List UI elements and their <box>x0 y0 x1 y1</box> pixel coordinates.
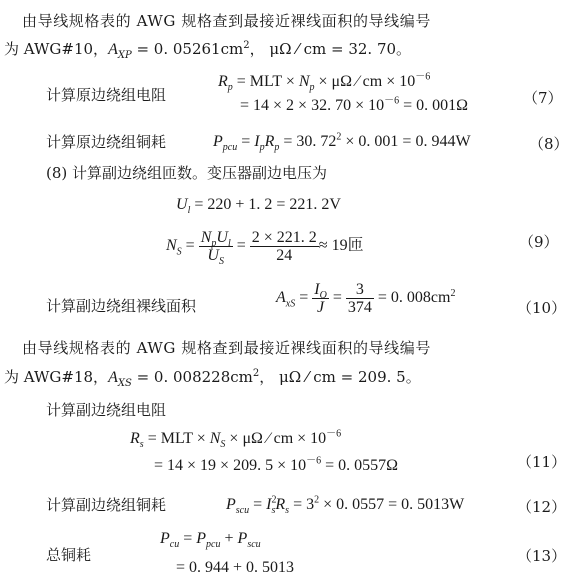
text-line-2: 为 AWG#10，$A_{XP} = 0$. $05261cm^2$， μΩ ⁄ cm = 32. 70。 <box>4 40 412 61</box>
label-primary-resistance: 计算原边绕组电阻 <box>46 86 167 104</box>
text-line-1: 由导线规格表的 AWG 规格查到最接近裸线面积的导线编号 <box>22 12 431 30</box>
equation-10: $A_{xS}$ = $\frac{I_O}{J}$ = $\frac{3}{374}$ = 0. $008cm^2$ <box>276 281 456 316</box>
fraction-3-over-374: $\frac{3}{374}$ <box>347 281 372 316</box>
equation-9: $N_S$ = $\frac{N_pU_l}{U_S}$ = $\frac{2 \times 221. 2}{24}$ ≈ 19匝 <box>166 229 364 268</box>
label-secondary-bare-area: 计算副边绕组裸线面积 <box>46 297 197 315</box>
equation-number-9: （9） <box>519 233 559 251</box>
text-line-12: 为 AWG#18，$A_{XS} = 0$. $008228cm^2$， μΩ ⁄ cm = 209. 5。 <box>4 368 421 389</box>
awg-18: 为 AWG#18， <box>4 368 109 386</box>
equation-number-13: （13） <box>517 547 567 565</box>
awg-10: 为 AWG#10， <box>4 40 109 58</box>
equation-number-10: （10） <box>517 299 567 317</box>
fraction-np-ul-over-us: $\frac{N_pU_l}{U_S}$ <box>200 229 231 268</box>
equation-number-8: （8） <box>529 135 569 153</box>
equation-secondary-voltage: $U_l = 220 + 1$. 2 = 221. 2V <box>176 196 341 217</box>
step-8-heading: (8) 计算副边绕组匝数。变压器副边电压为 <box>46 164 328 182</box>
fraction-turns: $\frac{2 \times 221. 2}{24}$ <box>251 229 317 264</box>
equation-13-line-1: $P_{cu} = P_{pcu} + P_{scu}$ <box>160 530 261 551</box>
fraction-io-over-j: $\frac{I_O}{J}$ <box>314 281 327 316</box>
equation-11-line-2: = 14 × 19 × 209. $5 \times 10^{-6} = 0$. 0557Ω <box>154 455 399 474</box>
label-secondary-resistance: 计算副边绕组电阻 <box>46 401 167 419</box>
equation-12: $P_{scu} = I^2_sR_s = 3^2 \times 0$. 0557 = 0. 5013W <box>226 494 465 517</box>
equation-13-line-2: = 0. 944 + 0. 5013 <box>176 559 295 576</box>
equation-7-line-1: $R_p$ = MLT × $N_p \times \mu\Omega$ ⁄ cm × $10^{-6}$ <box>218 71 431 94</box>
equation-number-7: （7） <box>523 89 563 107</box>
text-line-11: 由导线规格表的 AWG 规格查到最接近裸线面积的导线编号 <box>22 339 431 357</box>
equation-11-line-1: $R_s$ = MLT × $N_S \times \mu\Omega$ ⁄ cm × $10^{-6}$ <box>130 428 342 451</box>
label-total-copper-loss: 总铜耗 <box>46 546 92 564</box>
equation-8: $P_{pcu} = I_pR_p = 30$. $72^2 \times 0$. 001 = 0. 944W <box>213 131 471 154</box>
equation-number-11: （11） <box>517 453 567 471</box>
equation-7-line-2: = 14 × 2 × 32. $70 \times 10^{-6} = 0$. 001Ω <box>240 95 469 114</box>
label-secondary-copper-loss: 计算副边绕组铜耗 <box>46 496 167 514</box>
equation-number-12: （12） <box>517 498 567 516</box>
label-primary-copper-loss: 计算原边绕组铜耗 <box>46 133 167 151</box>
